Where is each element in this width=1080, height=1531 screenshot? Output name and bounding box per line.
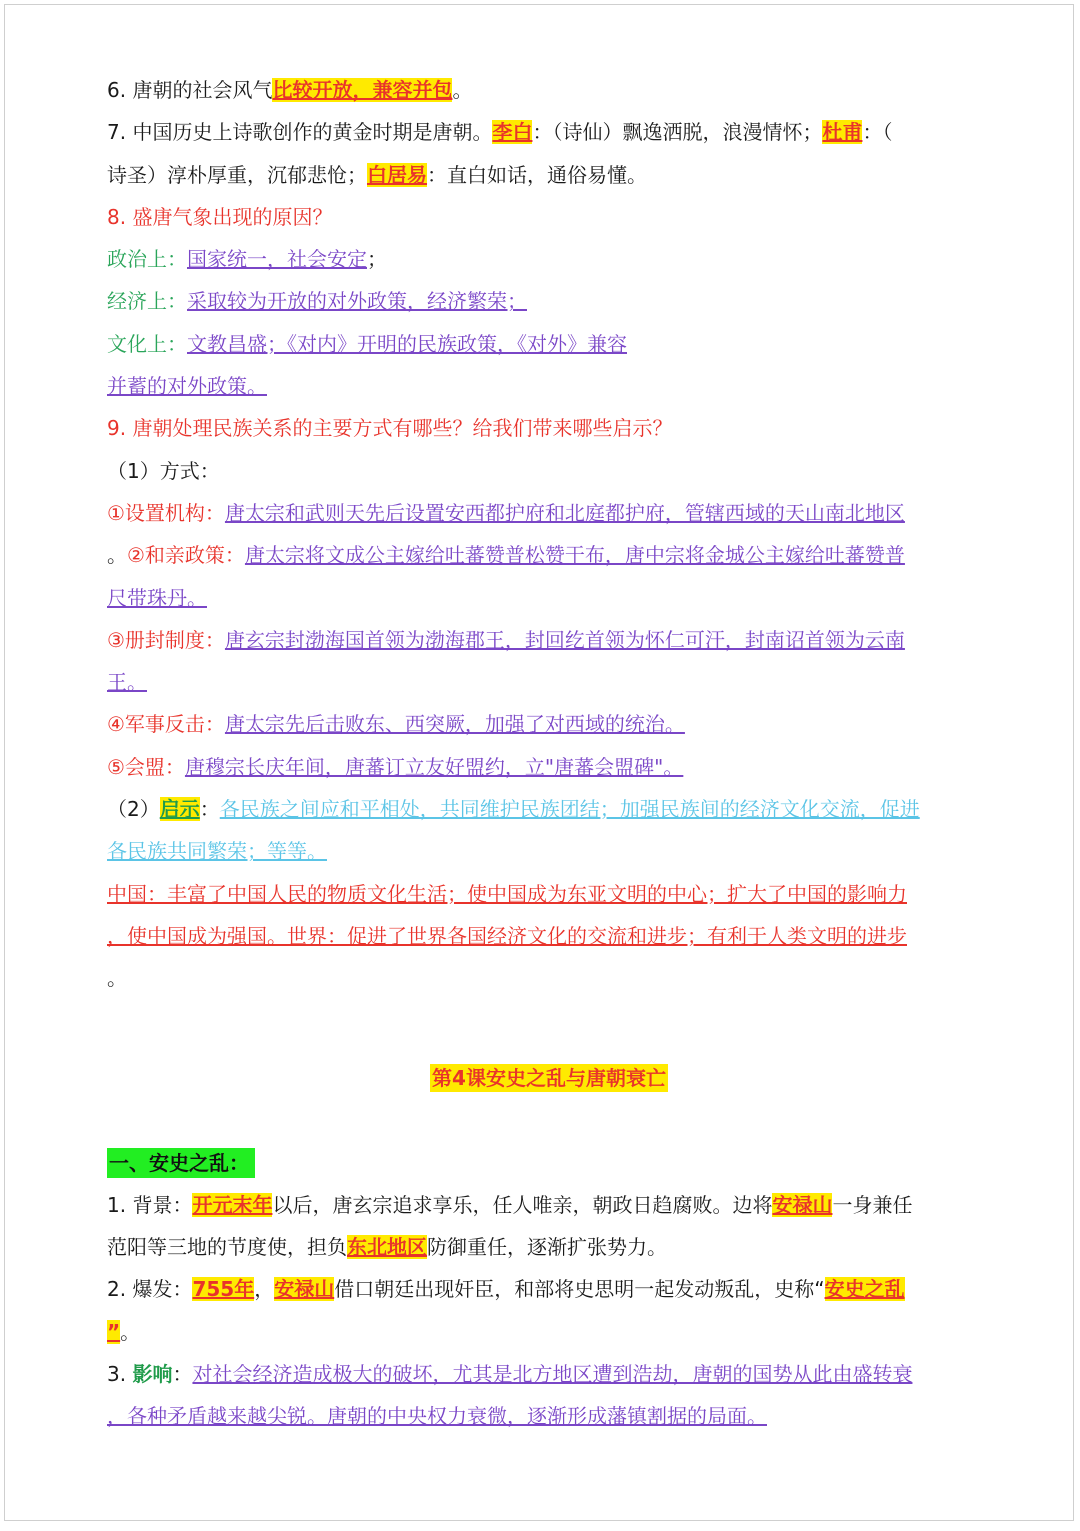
q7-line-2	[107, 154, 991, 196]
q6-line	[107, 69, 991, 111]
q9-m3-line-2	[107, 661, 991, 703]
p3-label: 3.	[107, 1362, 133, 1387]
q9-insight-prefix: （2）	[107, 797, 160, 822]
p2-comma: ，	[254, 1277, 275, 1302]
q9-m5-label: ⑤会盟：	[107, 754, 185, 779]
p2-highlight-anshi: 安史之乱	[824, 1277, 905, 1302]
p1-highlight-anlushan: 安禄山	[772, 1192, 833, 1217]
q9-china-text-b: ，使中国成为强国。世界：促进了世界各国经济文化的交流和进步；有利于人类文明的进步	[107, 923, 907, 948]
p1-line-2	[107, 1226, 991, 1268]
p3-text-b: ，各种矛盾越来越尖锐。唐朝的中央权力衰微，逐渐形成藩镇割据的局面。	[107, 1404, 767, 1429]
p1-text: 以后，唐玄宗追求享乐，任人唯亲，朝政日趋腐败。边将	[272, 1192, 773, 1217]
p1-highlight-kaiyuan: 开元末年	[192, 1192, 273, 1217]
q7-text: 7. 中国历史上诗歌创作的黄金时期是唐朝。	[107, 120, 493, 145]
p2-highlight-anlushan: 安禄山	[274, 1277, 335, 1302]
q9-m4-line	[107, 703, 991, 745]
q8-culture-text-b: 并蓄的对外政策。	[107, 374, 267, 399]
q6-text: 6. 唐朝的社会风气	[107, 78, 273, 102]
section1-row	[107, 1142, 991, 1184]
document-content	[107, 69, 991, 1438]
p3-influence-label: 影响	[132, 1362, 173, 1387]
q8-culture-1	[107, 323, 991, 365]
q8-politics-label: 政治上：	[107, 247, 187, 272]
p1-line2-end: 防御重任，逐渐扩张势力。	[427, 1235, 667, 1260]
p2-highlight-year: 755年	[192, 1277, 255, 1302]
p3-line-2	[107, 1395, 991, 1437]
q8-politics-text: 国家统一，社会安定	[187, 247, 367, 272]
lesson-title-row	[107, 1048, 991, 1108]
q8-culture-2	[107, 365, 991, 407]
q9-m3-text-b: 王。	[107, 670, 147, 695]
p1-text-end: 一身兼任	[832, 1192, 913, 1217]
p2-line-1	[107, 1268, 991, 1310]
q9-m2-text-b: 尺带珠丹。	[107, 585, 207, 610]
q6-highlight: 比较开放，兼容并包	[272, 78, 453, 102]
q7-baijuyi: 白居易	[367, 162, 427, 187]
q9-insight-label: 启示	[159, 797, 200, 822]
q9-insight-line-2	[107, 830, 991, 872]
q9-m1m2-line	[107, 534, 991, 576]
q9-m1-line-1	[107, 492, 991, 534]
p2-end: 。	[120, 1319, 141, 1344]
q7-dufu-desc-a: ：（	[862, 120, 893, 145]
q6-end: 。	[452, 78, 473, 102]
q9-m4-text: 唐太宗先后击败东、西突厥，加强了对西域的统治。	[224, 712, 685, 737]
q9-m3-line-1	[107, 619, 991, 661]
section1-title: 一、安史之乱：	[107, 1148, 255, 1178]
q7-dufu-desc-b: 诗圣）淳朴厚重，沉郁悲怆；	[107, 162, 367, 187]
q9-insight-line-1	[107, 788, 991, 830]
q7-libai-desc: ：（诗仙）飘逸洒脱，浪漫情怀；	[532, 120, 823, 145]
q9-m4-label: ④军事反击：	[107, 712, 225, 737]
document-page	[4, 4, 1074, 1521]
q9-china-line-2	[107, 915, 991, 957]
q9-china-end: 。	[107, 966, 127, 991]
q9-china-text-a: 中国：丰富了中国人民的物质文化生活；使中国成为东亚文明的中心；扩大了中国的影响力	[107, 881, 907, 906]
p1-label: 1. 背景：	[107, 1192, 193, 1217]
q8-title: 8. 盛唐气象出现的原因？	[107, 204, 333, 229]
q8-politics	[107, 238, 991, 280]
q8-economy-text: 采取较为开放的对外政策，经济繁荣；	[187, 289, 527, 314]
q7-dufu: 杜甫	[822, 120, 863, 145]
p2-label: 2. 爆发：	[107, 1277, 193, 1302]
q9-insight-text-b: 各民族共同繁荣；等等。	[107, 839, 327, 864]
q9-methods-label: （1）方式：	[107, 458, 220, 483]
q9-m5-line	[107, 746, 991, 788]
q9-m5-text: 唐穆宗长庆年间，唐蕃订立友好盟约，立"唐蕃会盟碑"。	[184, 754, 684, 779]
q8-politics-end: ；	[367, 247, 387, 272]
q9-m1-text: 唐太宗和武则天先后设置安西都护府和北庭都护府，管辖西域的天山南北地区	[224, 500, 905, 525]
p1-highlight-northeast: 东北地区	[347, 1235, 427, 1260]
q8-culture-text-a: 文教昌盛；《对内》开明的民族政策，《对外》兼容	[187, 331, 627, 356]
q8-economy	[107, 280, 991, 322]
p1-line2-text: 范阳等三地的节度使，担负	[107, 1235, 347, 1260]
q9-m1-label: ①设置机构：	[107, 500, 225, 525]
q9-china-line-3	[107, 957, 991, 999]
p1-line-1	[107, 1184, 991, 1226]
p2-highlight-quote: ”	[107, 1319, 121, 1344]
q7-baijuyi-desc: ：直白如话，通俗易懂。	[427, 162, 647, 187]
p3-line-1	[107, 1353, 991, 1395]
p3-text-a: 对社会经济造成极大的破坏，尤其是北方地区遭到浩劫，唐朝的国势从此由盛转衰	[192, 1362, 913, 1387]
q9-m3-text-a: 唐玄宗封渤海国首领为渤海郡王，封回纥首领为怀仁可汗，封南诏首领为云南	[224, 627, 905, 652]
q7-libai: 李白	[492, 120, 533, 145]
q9-title: 9. 唐朝处理民族关系的主要方式有哪些？给我们带来哪些启示？	[107, 416, 673, 441]
q9-m1-end: 。	[107, 543, 127, 568]
q9-m2-label: ②和亲政策：	[127, 543, 245, 568]
q9-china-line-1	[107, 873, 991, 915]
lesson-title: 第4课安史之乱与唐朝衰亡	[432, 1065, 666, 1090]
p2-line-2	[107, 1311, 991, 1353]
p3-colon: ：	[172, 1362, 193, 1387]
q9-insight-colon: ：	[199, 797, 220, 822]
q9-m2-line-2	[107, 577, 991, 619]
q8-economy-label: 经济上：	[107, 289, 187, 314]
q9-m2-text-a: 唐太宗将文成公主嫁给吐蕃赞普松赞干布，唐中宗将金城公主嫁给吐蕃赞普	[244, 543, 905, 568]
p2-text: 借口朝廷出现奸臣，和部将史思明一起发动叛乱，史称“	[334, 1277, 825, 1302]
q8-culture-label: 文化上：	[107, 331, 187, 356]
q9-insight-text-a: 各民族之间应和平相处，共同维护民族团结；加强民族间的经济文化交流，促进	[219, 797, 920, 822]
q9-m3-label: ③册封制度：	[107, 627, 225, 652]
q7-line-1	[107, 111, 991, 153]
